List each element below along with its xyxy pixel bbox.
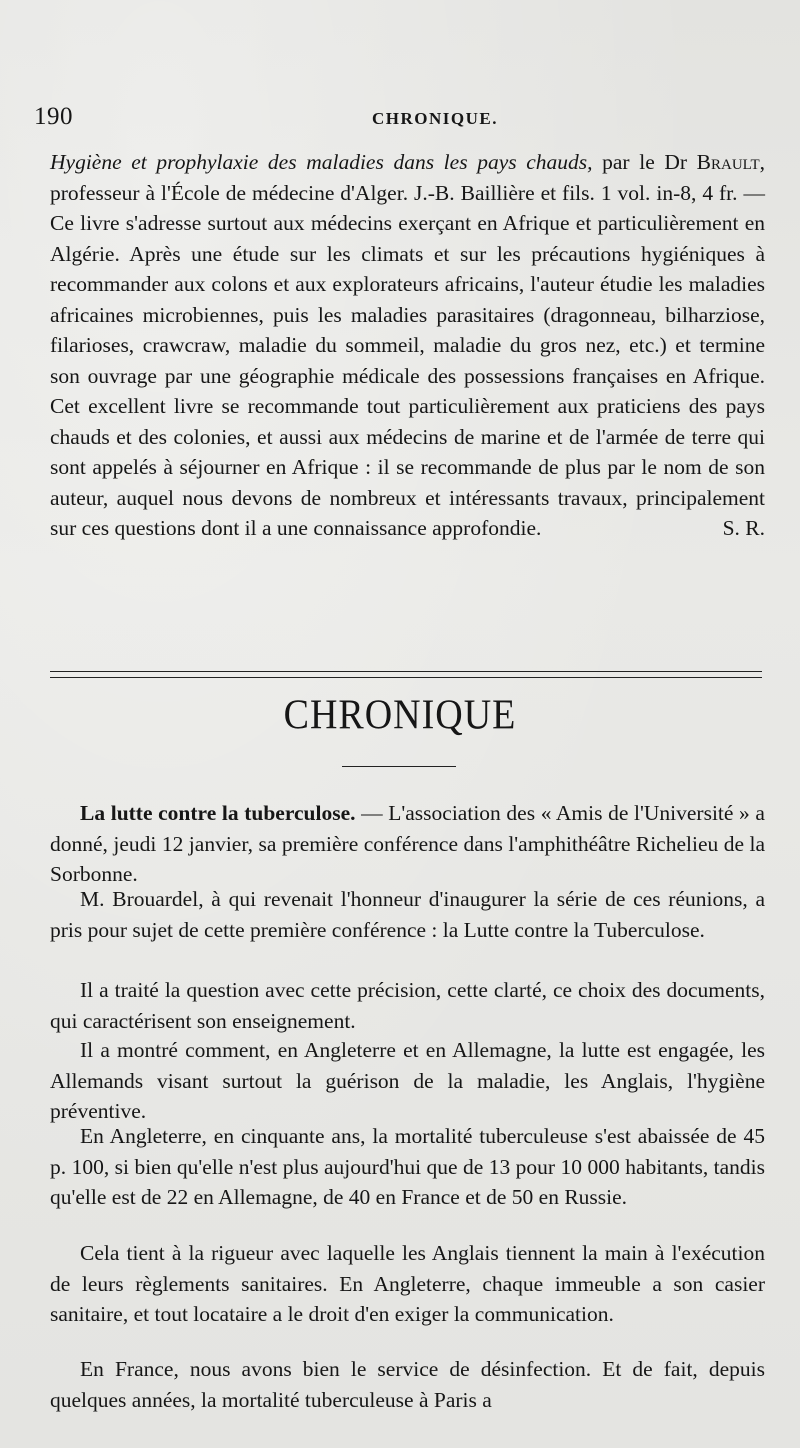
section-title-underline xyxy=(342,766,456,767)
review-intro: par le Dr xyxy=(602,150,688,174)
section-divider-bottom xyxy=(50,677,762,678)
section-title: CHRONIQUE xyxy=(283,691,517,739)
news-paragraph-4: Il a montré comment, en Angleterre et en Allemagne, la lutte est engagée, les Allemands visant surtout la guérison de la maladie, les Anglais, l'hygiène préventive. xyxy=(50,1038,765,1123)
news-paragraph-6: Cela tient à la rigueur avec laquelle les Anglais tiennent la main à l'exécution de leurs règlements sanitaires. En Angleterre, chaque immeuble a son casier sanitaire, et tout locataire a le droit d'en exiger la communication. xyxy=(50,1241,765,1326)
running-title: CHRONIQUE. xyxy=(372,109,498,128)
news-p1-text: — L'association des « Amis de l'Université » a donné, jeudi 12 janvier, sa première conférence dans l'amphithéâtre Richelieu de la Sorbonne. xyxy=(50,801,765,886)
news-paragraph-7: En France, nous avons bien le service de désinfection. Et de fait, depuis quelques années, la mortalité tuberculeuse à Paris a xyxy=(50,1357,765,1412)
news-heading: La lutte contre la tuberculose. xyxy=(80,801,356,825)
review-signature: S. R. xyxy=(722,516,765,540)
review-author: Brault xyxy=(696,150,760,174)
review-body: , professeur à l'École de médecine d'Alger. J.-B. Baillière et fils. 1 vol. in-8, 4 fr. — Ce livre s'adresse surtout aux médecins exerçant en Afrique et particulièrement en Algérie. Après une étude sur les climats et sur les précautions hygiéniques à recommander aux colons et aux explorateurs africains, l'auteur étudie les maladies africaines microbiennes, puis les maladies parasitaires (dragonneau, bilharziose, filarioses, crawcraw, maladie du sommeil, maladie du gros nez, etc.) et termine son ouvrage par une géographie médicale des possessions françaises en Afrique. Cet excellent livre se recommande tout particulièrement aux praticiens des pays chauds et des colonies, et aussi aux médecins de marine et de l'armée de terre qui sont appelés à séjourner en Afrique : il se recommande de plus par le nom de son auteur, auquel nous devons de nombreux et intéressants travaux, principalement sur ces questions dont il a une connaissance approfondie. xyxy=(50,150,766,540)
section-divider-top xyxy=(50,671,762,672)
book-title: Hygiène et prophylaxie des maladies dans les pays chauds, xyxy=(50,150,593,174)
book-review-paragraph xyxy=(50,147,765,544)
news-paragraph-2: M. Brouardel, à qui revenait l'honneur d'inaugurer la série de ces réunions, a pris pour sujet de cette première conférence : la Lutte contre la Tuberculose. xyxy=(50,887,765,942)
news-paragraph-3: Il a traité la question avec cette précision, cette clarté, ce choix des documents, qui caractérisent son enseignement. xyxy=(50,978,765,1033)
news-paragraph-1 xyxy=(50,798,765,890)
page-number: 190 xyxy=(34,103,73,130)
running-header xyxy=(34,103,764,139)
news-paragraph-5: En Angleterre, en cinquante ans, la mortalité tuberculeuse s'est abaissée de 45 p. 100, si bien qu'elle n'est plus aujourd'hui que de 13 pour 10 000 habitants, tandis qu'elle est de 22 en Allemagne, de 40 en France et de 50 en Russie. xyxy=(50,1124,765,1209)
